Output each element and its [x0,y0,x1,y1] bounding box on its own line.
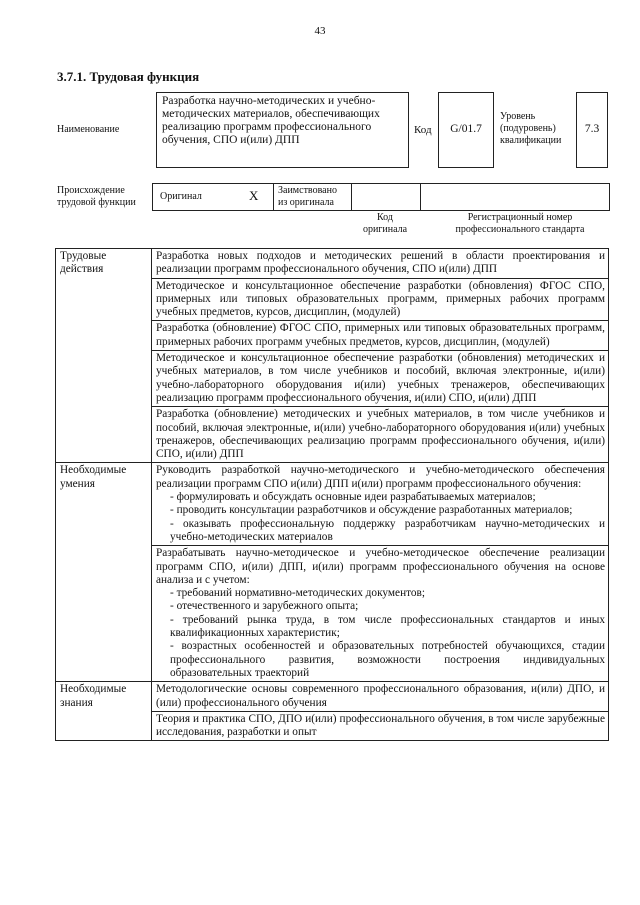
knowledge-item: Методологические основы современного профессионального образования, и(или) ДПО, и (или) профессионального обучения [152,682,609,712]
labor-action: Разработка (обновление) ФГОС СПО, примерных или типовых образовательных программ, примерных рабочих программ учебных предметов, курсов, дисциплин, (модулей) [152,321,609,351]
skill-item [152,463,609,546]
skill-item [152,546,609,682]
borrowed-label: Заимствовано из оригинала [278,185,337,208]
origin-divider [351,183,352,211]
skill-bullet: - возрастных особенностей и образовательных потребностей обучающихся, стадии профессионального развития, возможности построения индивидуальных образовательных траекторий [170,640,605,679]
level-box [576,92,608,168]
skill-bullet: - формулировать и обсуждать основные идеи разрабатываемых материалов; [170,491,536,504]
skill-intro: Руководить разработкой научно-методического и учебно-методического обеспечения реализации программ СПО и(или) ДПП и(или) программ профессионального обучения: [156,464,605,490]
level-label: Уровень (подуровень) квалификации [500,111,562,146]
table-row [56,249,609,279]
level-value: 7.3 [584,123,600,135]
function-name-box [156,92,409,168]
skill-bullet: - отечественного и зарубежного опыта; [170,600,359,613]
labor-action: Методическое и консультационное обеспечение разработки (обновления) методических и учебных материалов, в том числе учебников и пособий, включая электронные, и(или) учебно-лабораторного оборудования и(или) учебных тренажеров, обеспечивающих реализацию программ профессионального обучения, и(или) СПО, и(или) ДПП [152,351,609,407]
name-label: Наименование [57,124,120,135]
skill-intro: Разрабатывать научно-методическое и учебно-методическое обеспечение реализации программ СПО, и(или) ДПП, и(или) программ профессионального обучения на основе анализа и с учетом: [156,547,605,586]
table-row [56,463,609,546]
labor-action: Методическое и консультационное обеспечение разработки (обновления) ФГОС СПО, примерных или типовых образовательных программ, примерных рабочих программ учебных предметов, курсов, дисциплин, (модулей) [152,278,609,321]
origin-box [152,183,610,211]
row-label: Необходимые знания [56,682,152,741]
function-details-table [55,248,609,741]
code-caption: Код оригинала [362,212,408,235]
function-name: Разработка научно-методических и учебно-методических материалов, обеспечивающих реализацию программ профессионального обучения, СПО и(или) ДПП [162,95,380,146]
code-value: G/01.7 [450,123,482,135]
reg-caption: Регистрационный номер профессионального стандарта [455,212,585,235]
code-box [438,92,494,168]
origin-divider [273,183,274,211]
code-label: Код [414,124,432,136]
skill-bullet: - требований нормативно-методических документов; [170,587,426,600]
table-row [56,682,609,712]
skill-bullet: - оказывать профессиональную поддержку разработчикам научно-методических и учебно-методических материалов [170,517,605,543]
origin-label: Происхождение трудовой функции [57,185,136,208]
skill-bullet: - проводить консультации разработчиков и обсуждение разработанных материалов; [170,504,573,517]
original-label: Оригинал [160,191,202,202]
original-mark: X [249,188,259,203]
labor-action: Разработка новых подходов и методических решений в области проектирования и реализации программ профессионального обучения, СПО и(или) ДПП [152,249,609,279]
origin-divider [420,183,421,211]
row-label: Необходимые умения [56,463,152,682]
skill-bullet: - требований рынка труда, в том числе профессиональных стандартов и иных квалификационных характеристик; [170,613,605,640]
labor-action: Разработка (обновление) методических и учебных материалов, в том числе учебников и пособий, включая электронные, и(или) учебно-лабораторного оборудования и(или) учебных тренажеров, обеспечивающих реализацию программ профессионального обучения, и(или) СПО, и(или) ДПП [152,407,609,463]
section-title: 3.7.1. Трудовая функция [57,69,200,84]
row-label: Трудовые действия [56,249,152,463]
page-number: 43 [314,25,326,37]
knowledge-item: Теория и практика СПО, ДПО и(или) профессионального обучения, в том числе зарубежные исследования, разработки и опыт [152,711,609,741]
